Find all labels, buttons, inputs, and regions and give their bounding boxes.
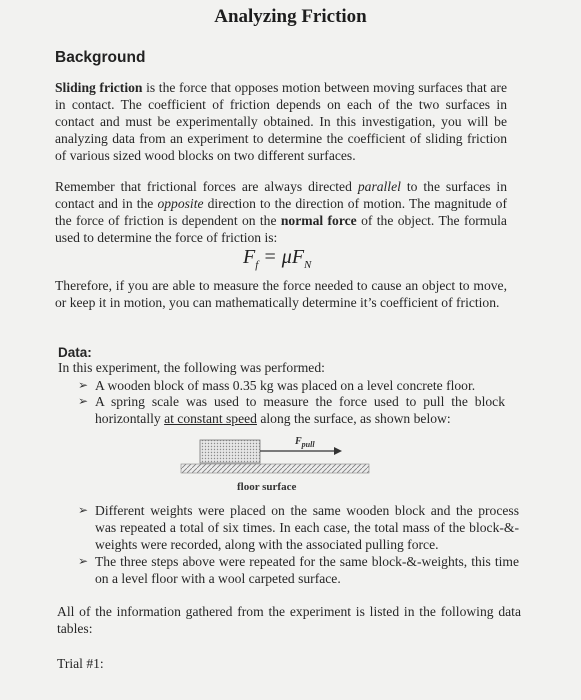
- arrow-bullet-icon: ➢: [78, 394, 89, 408]
- text-part: along the surface, as shown below:: [256, 411, 451, 426]
- list-item-text: A wooden block of mass 0.35 kg was placed on a level concrete floor.: [95, 378, 476, 393]
- paragraph-text: is the force that opposes motion between moving surfaces that are in contact. The coefficient of friction depends on each of the two surfaces in contact and must be experimentally obtained. In this investigation, you will be analyzing data from an experiment to determine the coefficient of sliding friction of various sized wood blocks on two different surfaces.: [55, 80, 507, 163]
- list-item-text: [95, 393, 505, 427]
- underlined-constant-speed: at constant speed: [164, 411, 257, 426]
- paragraph-therefore: Therefore, if you are able to measure the force needed to cause an object to move, or keep it in motion, you can mathematically determine it’s coefficient of friction.: [55, 278, 507, 310]
- force-symbol: F: [295, 436, 302, 447]
- formula-rhs-subscript: N: [304, 259, 312, 271]
- data-intro: In this experiment, the following was performed:: [58, 360, 325, 375]
- paragraph-text: of the object. The formula used to determine the force of friction is:: [55, 213, 507, 245]
- paragraph-text: to the surfaces in contact and in the: [55, 179, 507, 211]
- friction-formula: [243, 246, 311, 271]
- paragraph-text: Remember that frictional forces are always directed: [55, 179, 358, 194]
- trial-label: Trial #1:: [57, 656, 104, 671]
- formula-lhs-subscript: f: [255, 259, 259, 271]
- arrow-head-icon: [334, 447, 342, 455]
- formula-rhs: = μF: [263, 246, 305, 268]
- text-part: A spring scale was used to measure the force used to pull the block horizontally: [95, 394, 505, 426]
- paragraph-frictional-forces: [55, 178, 507, 246]
- list-item: [78, 393, 505, 427]
- list-item-text: Different weights were placed on the same wooden block and the process was repeated a total of six times. In each case, the total mass of the block-&-weights were recorded, along with the associated pulling force.: [95, 503, 519, 552]
- paragraph-text: direction to the direction of motion. The magnitude of the force of friction is dependent on the: [55, 196, 507, 228]
- page-title: Analyzing Friction: [214, 6, 367, 27]
- data-heading: Data:: [58, 345, 92, 360]
- arrow-bullet-icon: ➢: [78, 378, 89, 392]
- list-item: [78, 377, 505, 394]
- force-subscript: pull: [301, 440, 315, 449]
- paragraph-closing: All of the information gathered from the experiment is listed in the following data tables:: [57, 604, 521, 636]
- list-item: [78, 553, 519, 587]
- floor-surface: [181, 464, 369, 473]
- background-heading: Background: [55, 49, 146, 66]
- floor-surface-caption: floor surface: [237, 481, 297, 493]
- term-normal-force: normal force: [280, 213, 357, 228]
- list-item-text: The three steps above were repeated for the same block-&-weights, this time on a level floor with a wool carpeted surface.: [95, 554, 519, 586]
- paragraph-sliding-friction: [55, 79, 507, 164]
- emphasis-parallel: parallel: [357, 179, 401, 194]
- force-pull-label: [295, 436, 315, 449]
- term-sliding-friction: Sliding friction: [55, 80, 143, 95]
- arrow-bullet-icon: ➢: [78, 503, 89, 517]
- emphasis-opposite: opposite: [157, 196, 204, 211]
- list-item: [78, 502, 519, 553]
- arrow-bullet-icon: ➢: [78, 554, 89, 568]
- wooden-block: [200, 440, 260, 463]
- formula-lhs: F: [243, 246, 256, 268]
